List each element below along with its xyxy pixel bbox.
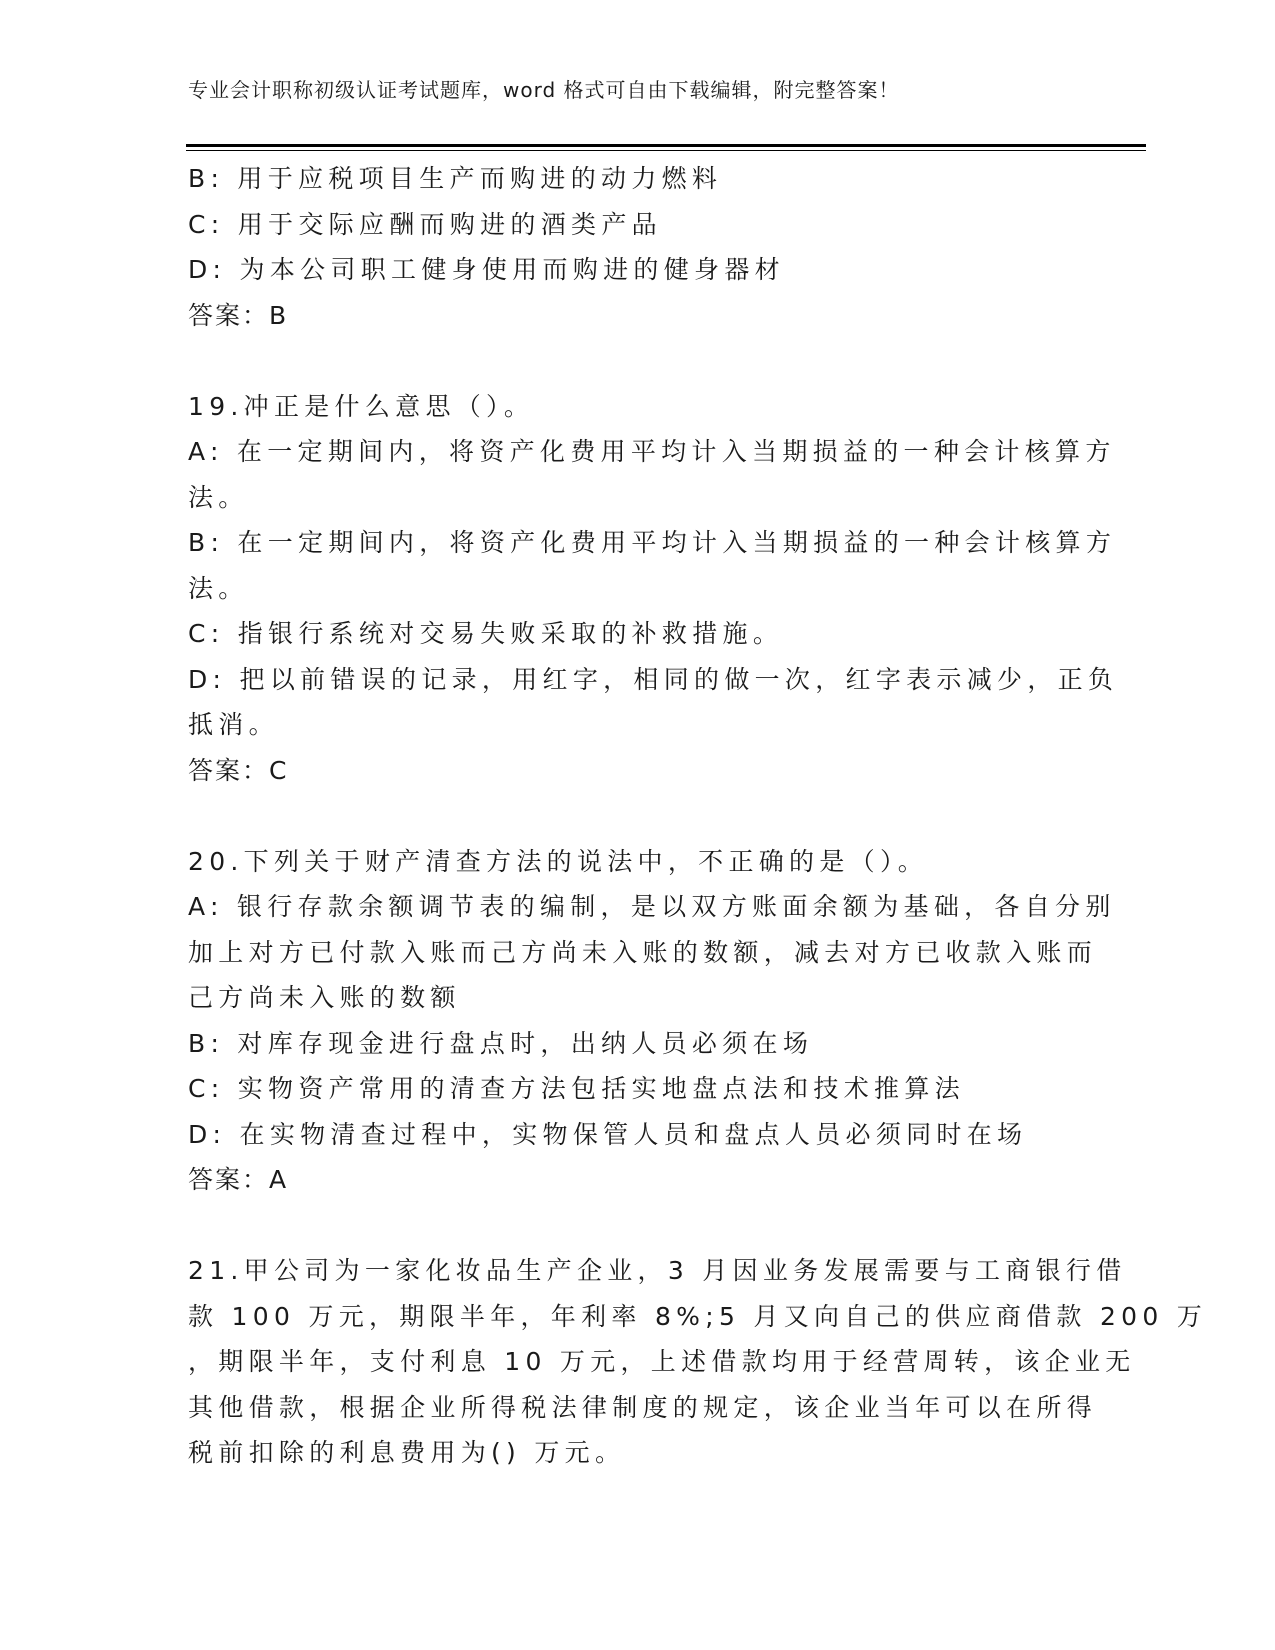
question-stem-continued: 税前扣除的利息费用为() 万元。 <box>188 1438 626 1467</box>
question-stem-continued: 其他借款，根据企业所得税法律制度的规定，该企业当年可以在所得 <box>188 1392 1098 1422</box>
option-a-continued: 己方尚未入账的数额 <box>188 983 461 1012</box>
option-c: C: 实物资产常用的清查方法包括实地盘点法和技术推算法 <box>188 1074 965 1103</box>
question-19 <box>188 384 1119 794</box>
option-b-continued: 法。 <box>188 573 249 603</box>
answer-line: 答案：A <box>188 1165 289 1194</box>
header-rule-thin <box>186 150 1146 151</box>
option-c: C: 用于交际应酬而购进的酒类产品 <box>188 209 662 239</box>
question-21 <box>188 1248 1208 1476</box>
option-d: D: 在实物清查过程中，实物保管人员和盘点人员必须同时在场 <box>188 1119 1028 1149</box>
option-a: A: 在一定期间内，将资产化费用平均计入当期损益的一种会计核算方 <box>188 437 1116 466</box>
question-stem: 21.甲公司为一家化妆品生产企业，3 月因业务发展需要与工商银行借 <box>188 1256 1127 1285</box>
answer-line: 答案：C <box>188 755 289 785</box>
question-20 <box>188 839 1116 1203</box>
option-c: C: 指银行系统对交易失败采取的补救措施。 <box>188 619 784 648</box>
option-a: A: 银行存款余额调节表的编制，是以双方账面余额为基础，各自分别 <box>188 892 1116 921</box>
page-header: 专业会计职称初级认证考试题库，word 格式可自由下载编辑，附完整答案！ <box>188 78 900 102</box>
question-stem-continued: 款 100 万元，期限半年，年利率 8%;5 月又向自己的供应商借款 200 万 <box>188 1301 1208 1331</box>
option-d: D: 为本公司职工健身使用而购进的健身器材 <box>188 255 785 284</box>
option-d-continued: 抵消。 <box>188 710 279 739</box>
option-b: B: 用于应税项目生产而购进的动力燃料 <box>188 164 723 193</box>
option-b: B: 在一定期间内，将资产化费用平均计入当期损益的一种会计核算方 <box>188 528 1117 557</box>
option-a-continued: 法。 <box>188 482 249 512</box>
option-a-continued: 加上对方已付款入账而己方尚未入账的数额，减去对方已收款入账而 <box>188 937 1098 967</box>
header-rule-thick <box>186 144 1146 147</box>
document-body <box>188 156 1208 1476</box>
question-stem: 19.冲正是什么意思（）。 <box>188 391 535 421</box>
option-d: D: 把以前错误的记录，用红字，相同的做一次，红字表示减少，正负 <box>188 664 1119 694</box>
option-b: B: 对库存现金进行盘点时，出纳人员必须在场 <box>188 1028 814 1058</box>
answer-line: 答案：B <box>188 300 289 330</box>
question-stem-continued: ，期限半年，支付利息 10 万元，上述借款均用于经营周转，该企业无 <box>188 1347 1136 1376</box>
question-stem: 20.下列关于财产清查方法的说法中，不正确的是（）。 <box>188 846 929 876</box>
question-18 <box>188 156 1078 338</box>
